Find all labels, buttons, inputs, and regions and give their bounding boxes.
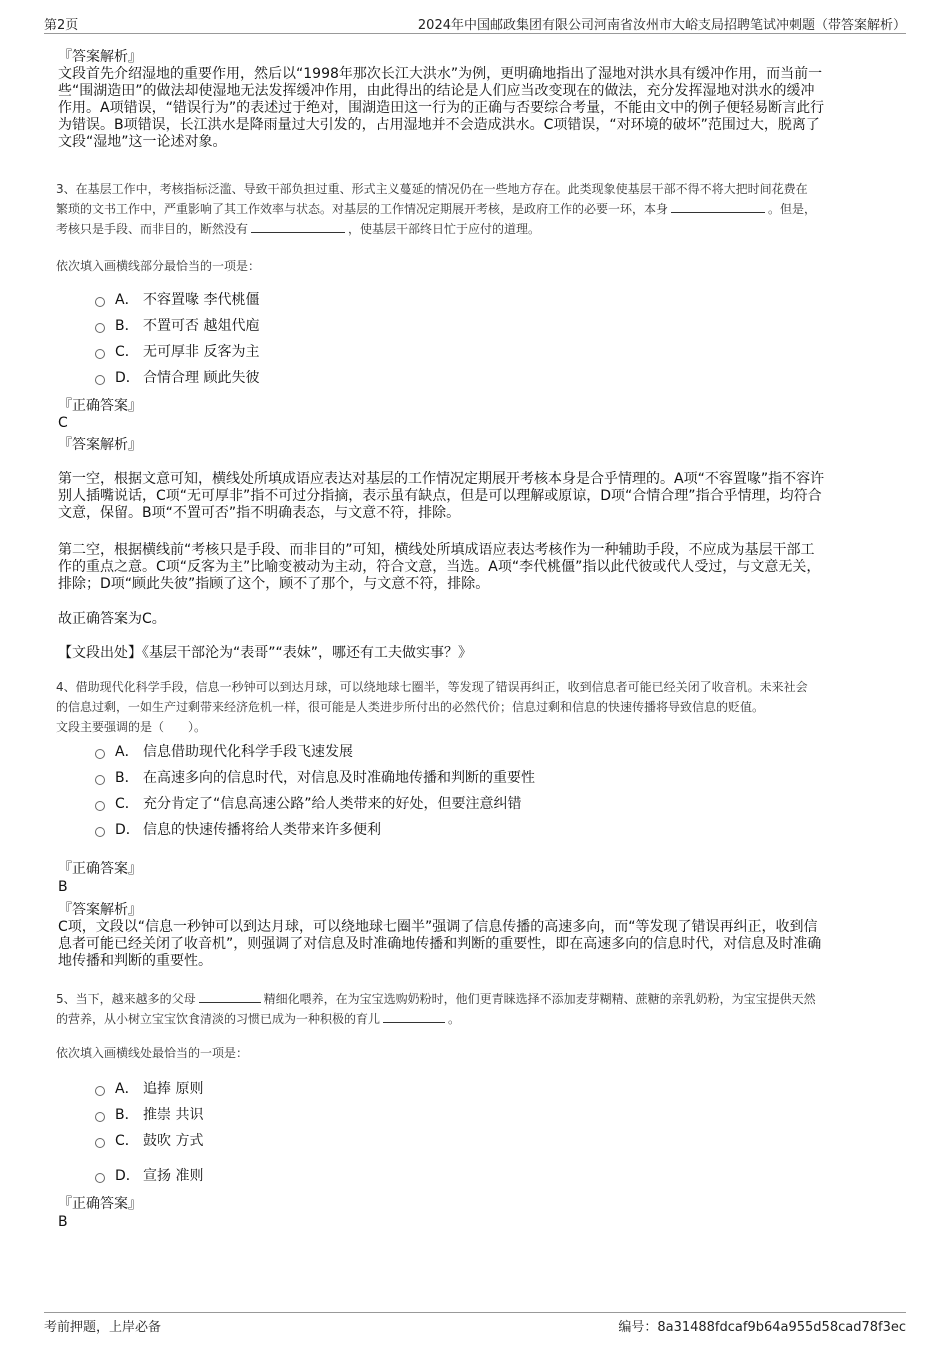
radio-icon[interactable] xyxy=(95,1112,105,1122)
q5-text: 的营养，从小树立宝宝饮食清淡的习惯已成为一种积极的育儿 xyxy=(56,1012,381,1026)
radio-icon[interactable] xyxy=(95,827,105,837)
q3-option-b[interactable] xyxy=(95,315,259,335)
option-letter: C． xyxy=(115,796,139,812)
radio-icon[interactable] xyxy=(95,775,105,785)
q4-analysis-label: 『答案解析』 xyxy=(58,902,142,918)
q3-line xyxy=(56,219,896,239)
q5-answer: B xyxy=(58,1214,68,1230)
option-letter: C． xyxy=(115,1133,139,1149)
q3-blank-1 xyxy=(671,200,765,213)
analysis-line: 地传播和判断的重要性。 xyxy=(58,953,212,969)
q3-analysis-p1 xyxy=(58,471,894,522)
option-letter: D． xyxy=(115,822,140,838)
radio-icon[interactable] xyxy=(95,1173,105,1183)
header-divider xyxy=(44,33,906,34)
q4-option-c[interactable] xyxy=(95,793,522,813)
q5-line xyxy=(56,1009,896,1029)
option-letter: A． xyxy=(115,1081,139,1097)
option-text: 在高速多向的信息时代，对信息及时准确地传播和判断的重要性 xyxy=(143,770,535,786)
analysis-line: C项，文段以“信息一秒钟可以到达月球，可以绕地球七圈半”强调了信息传播的高速多向，而“等发现了错误再纠正，收到信 xyxy=(58,919,818,935)
option-text: 信息的快速传播将给人类带来许多便利 xyxy=(143,822,381,838)
analysis-line: 息者可能已经关闭了收音机”，则强调了对信息及时准确地传播和判断的重要性，即在高速多向的信息时代，对信息及时准确 xyxy=(58,936,822,952)
option-letter: B． xyxy=(115,770,139,786)
radio-icon[interactable] xyxy=(95,1138,105,1148)
prev-analysis-line: 文段首先介绍湿地的重要作用，然后以“1998年那次长江大洪水”为例，更明确地指出了湿地对洪水具有缓冲作用，而当前一 xyxy=(58,66,823,82)
option-text: 不置可否 越俎代庖 xyxy=(143,318,260,334)
analysis-line: 作的重点之意。C项“反客为主”比喻变被动为主动，符合文意，当选。A项“李代桃僵”指以此代彼或代人受过，与文意无关， xyxy=(58,559,821,575)
q4-line: 的信息过剩，一如生产过剩带来经济危机一样，很可能是人类进步所付出的必然代价；信息过剩和信息的快速传播将导致信息的贬值。 xyxy=(56,700,765,714)
radio-icon[interactable] xyxy=(95,323,105,333)
q3-answer-label: 『正确答案』 xyxy=(58,398,142,414)
q4-option-a[interactable] xyxy=(95,741,353,761)
radio-icon[interactable] xyxy=(95,749,105,759)
q3-analysis-p2 xyxy=(58,542,894,593)
analysis-line: 第一空，根据文意可知，横线处所填成语应表达对基层的工作情况定期展开考核本身是合乎情理的。A项“不容置喙”指不容许 xyxy=(58,471,825,487)
q5-prompt: 依次填入画横线处最恰当的一项是： xyxy=(56,1046,249,1060)
option-text: 鼓吹 方式 xyxy=(143,1133,204,1149)
radio-icon[interactable] xyxy=(95,801,105,811)
q5-option-a[interactable] xyxy=(95,1078,203,1098)
analysis-line: 别人插嘴说话，C项“无可厚非”指不可过分指摘，表示虽有缺点，但是可以理解或原谅，D项“合情合理”指合乎情理，均符合 xyxy=(58,488,822,504)
footer-code xyxy=(618,1316,906,1335)
q4-option-d[interactable] xyxy=(95,819,381,839)
prev-analysis-line: 些“围湖造田”的做法却使湿地无法发挥缓冲作用，由此得出的结论是人们应当改变现在的做法，充分发挥湿地对洪水的缓冲 xyxy=(58,83,815,99)
prev-analysis xyxy=(58,49,894,151)
radio-icon[interactable] xyxy=(95,349,105,359)
q5-option-d[interactable] xyxy=(95,1165,203,1185)
q3-option-a[interactable] xyxy=(95,289,259,309)
q4-line: 文段主要强调的是（ ）。 xyxy=(56,720,207,734)
q3-blank-2 xyxy=(251,220,345,233)
q3-answer: C xyxy=(58,415,68,431)
q3-analysis-label: 『答案解析』 xyxy=(58,437,142,453)
q3-option-d[interactable] xyxy=(95,367,259,387)
option-letter: D． xyxy=(115,1168,140,1184)
radio-icon[interactable] xyxy=(95,375,105,385)
option-letter: C． xyxy=(115,344,139,360)
analysis-line: 排除；D项“顾此失彼”指顾了这个，顾不了那个，与文意不符，排除。 xyxy=(58,576,490,592)
q3-source: 【文段出处】《基层干部沦为“表哥”“表妹”，哪还有工夫做实事？》 xyxy=(58,645,473,661)
q3-text: 。但是， xyxy=(768,202,817,216)
q3-option-c[interactable] xyxy=(95,341,259,361)
option-letter: B． xyxy=(115,318,139,334)
radio-icon[interactable] xyxy=(95,297,105,307)
option-text: 宣扬 准则 xyxy=(143,1168,204,1184)
option-text: 不容置喙 李代桃僵 xyxy=(143,292,260,308)
q4-answer-label: 『正确答案』 xyxy=(58,861,142,877)
footer-code-label: 编号： xyxy=(618,1320,658,1335)
option-text: 无可厚非 反客为主 xyxy=(143,344,260,360)
option-letter: A． xyxy=(115,292,139,308)
q5-text: 。 xyxy=(448,1012,461,1026)
q3-text: ，使基层干部终日忙于应付的道理。 xyxy=(348,222,541,236)
option-text: 推崇 共识 xyxy=(143,1107,204,1123)
option-text: 追捧 原则 xyxy=(143,1081,204,1097)
option-letter: D． xyxy=(115,370,140,386)
document-title: 2024年中国邮政集团有限公司河南省汝州市大峪支局招聘笔试冲刺题（带答案解析） xyxy=(417,18,906,33)
q4-answer: B xyxy=(58,879,68,895)
q5-text: 精细化喂养，在为宝宝选购奶粉时，他们更青睐选择不添加麦芽糊精、蔗糖的亲乳奶粉，为宝宝提供天然 xyxy=(263,992,816,1006)
prev-analysis-line: 作用。A项错误，“错误行为”的表述过于绝对，围湖造田这一行为的正确与否要综合考量，不能由文中的例子便轻易断言此行 xyxy=(58,100,825,116)
q5-answer-label: 『正确答案』 xyxy=(58,1196,142,1212)
radio-icon[interactable] xyxy=(95,1086,105,1096)
q3-prompt: 依次填入画横线部分最恰当的一项是： xyxy=(56,259,261,273)
footer-code-value: 8a31488fdcaf9b64a955d58cad78f3ec xyxy=(657,1320,906,1335)
q4-line: 4、借助现代化科学手段，信息一秒钟可以到达月球，可以绕地球七圈半，等发现了错误再纠正，收到信息者可能已经关闭了收音机。未来社会 xyxy=(56,680,808,694)
footer-divider xyxy=(44,1312,906,1313)
q4-option-b[interactable] xyxy=(95,767,535,787)
q5-option-b[interactable] xyxy=(95,1104,203,1124)
option-letter: A． xyxy=(115,744,139,760)
q3-text: 繁琐的文书工作中，严重影响了其工作效率与状态。对基层的工作情况定期展开考核，是政府工作的必要一环，本身 xyxy=(56,202,669,216)
question-5-stem xyxy=(56,989,896,1029)
analysis-line: 文意，保留。B项“不置可否”指不明确表态，与文意不符，排除。 xyxy=(58,505,461,521)
analysis-line: 第二空，根据横线前“考核只是手段、而非目的”可知，横线处所填成语应表达考核作为一种辅助手段，不应成为基层干部工 xyxy=(58,542,815,558)
option-letter: B． xyxy=(115,1107,139,1123)
footer-slogan: 考前押题，上岸必备 xyxy=(44,1320,162,1335)
q3-conclusion: 故正确答案为C。 xyxy=(58,611,166,627)
option-text: 合情合理 顾此失彼 xyxy=(143,370,260,386)
question-3-stem xyxy=(56,179,896,239)
q5-blank-1 xyxy=(199,990,261,1003)
page-number: 第2页 xyxy=(44,18,79,33)
option-text: 信息借助现代化科学手段飞速发展 xyxy=(143,744,353,760)
q5-option-c[interactable] xyxy=(95,1130,203,1150)
option-text: 充分肯定了“信息高速公路”给人类带来的好处，但要注意纠错 xyxy=(143,796,522,812)
q5-blank-2 xyxy=(383,1010,445,1023)
q3-text: 考核只是手段、而非目的，断然没有 xyxy=(56,222,249,236)
q5-text: 5、当下，越来越多的父母 xyxy=(56,992,196,1006)
q3-line: 3、在基层工作中，考核指标泛滥、导致干部负担过重、形式主义蔓延的情况仍在一些地方存在。此类现象使基层干部不得不将大把时间花费在 xyxy=(56,182,808,196)
prev-analysis-line: 文段“湿地”这一论述对象。 xyxy=(58,134,227,150)
prev-analysis-line: 为错误。B项错误，长江洪水是降雨量过大引发的，占用湿地并不会造成洪水。C项错误，“对环境的破坏”范围过大，脱离了 xyxy=(58,117,820,133)
q5-line xyxy=(56,989,896,1009)
q4-analysis xyxy=(58,902,894,970)
prev-analysis-label: 『答案解析』 xyxy=(58,49,142,65)
question-4-stem xyxy=(56,677,896,737)
q3-line xyxy=(56,199,896,219)
